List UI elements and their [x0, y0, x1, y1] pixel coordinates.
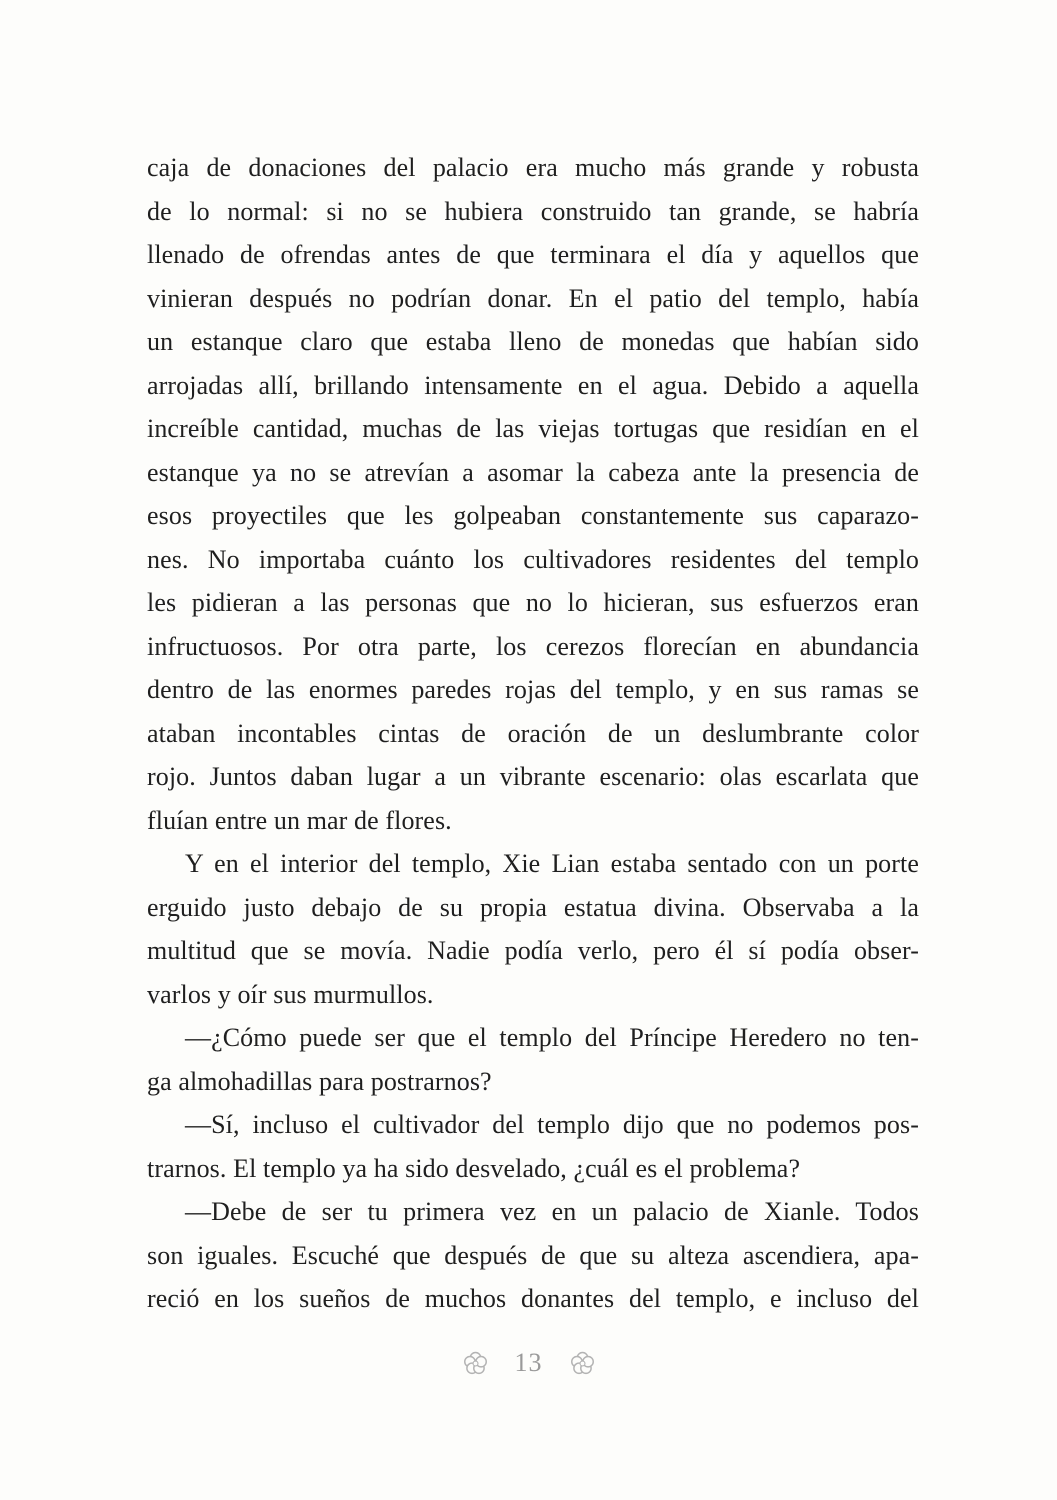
text-line: rojo. Juntos daban lugar a un vibrante escenario: olas escarlata que: [147, 762, 919, 791]
text-line: son iguales. Escuché que después de que su alteza ascendiera, apa-: [147, 1240, 919, 1270]
text-line: multitud que se movía. Nadie podía verlo, pero él sí podía obser-: [147, 936, 919, 965]
text-line: —Debe de ser tu primera vez en un palacio de Xianle. Todos: [185, 1197, 919, 1226]
text-line: estanque ya no se atrevían a asomar la cabeza ante la presencia de: [147, 457, 919, 487]
text-line: trarnos. El templo ya ha sido desvelado, ¿cuál es el problema?: [147, 1153, 801, 1183]
text-line: Y en el interior del templo, Xie Lian estaba sentado con un porte: [185, 849, 919, 878]
text-line: caja de donaciones del palacio era mucho más grande y robusta: [147, 153, 919, 182]
text-line: vinieran después no podrían donar. En el patio del templo, había: [147, 283, 919, 313]
text-line: infructuosos. Por otra parte, los cerezos florecían en abundancia: [147, 631, 919, 661]
paragraph: [147, 1190, 919, 1321]
text-line: llenado de ofrendas antes de que terminara el día y aquellos que: [147, 240, 919, 269]
paragraph: [147, 1016, 919, 1103]
page-number: 13: [514, 1348, 543, 1377]
paragraph: [147, 1103, 919, 1190]
text-line: ga almohadillas para postrarnos?: [147, 1066, 492, 1096]
text-line: increíble cantidad, muchas de las viejas tortugas que residían en el: [147, 414, 919, 443]
plum-blossom-ornament-icon: [462, 1350, 489, 1377]
text-line: dentro de las enormes paredes rojas del templo, y en sus ramas se: [147, 675, 919, 704]
text-line: les pidieran a las personas que no lo hicieran, sus esfuerzos eran: [147, 588, 919, 617]
plum-blossom-ornament-icon: [569, 1350, 596, 1377]
text-line: fluían entre un mar de flores.: [147, 805, 452, 835]
text-line: esos proyectiles que les golpeaban constantemente sus caparazo-: [147, 501, 919, 530]
page-footer: [0, 1348, 1057, 1378]
text-line: nes. No importaba cuánto los cultivadores residentes del templo: [147, 544, 919, 574]
paragraph: [147, 146, 919, 842]
text-line: un estanque claro que estaba lleno de monedas que habían sido: [147, 327, 919, 356]
text-line: —¿Cómo puede ser que el templo del Príncipe Heredero no ten-: [185, 1023, 919, 1052]
page-text: [147, 146, 919, 1321]
paragraph: [147, 842, 919, 1016]
text-line: arrojadas allí, brillando intensamente en el agua. Debido a aquella: [147, 370, 919, 400]
text-line: erguido justo debajo de su propia estatua divina. Observaba a la: [147, 892, 919, 922]
text-line: varlos y oír sus murmullos.: [147, 979, 434, 1009]
text-line: —Sí, incluso el cultivador del templo dijo que no podemos pos-: [185, 1110, 919, 1139]
text-line: ataban incontables cintas de oración de un deslumbrante color: [147, 718, 919, 748]
text-line: de lo normal: si no se hubiera construido tan grande, se habría: [147, 196, 919, 226]
text-line: reció en los sueños de muchos donantes del templo, e incluso del: [147, 1284, 919, 1313]
